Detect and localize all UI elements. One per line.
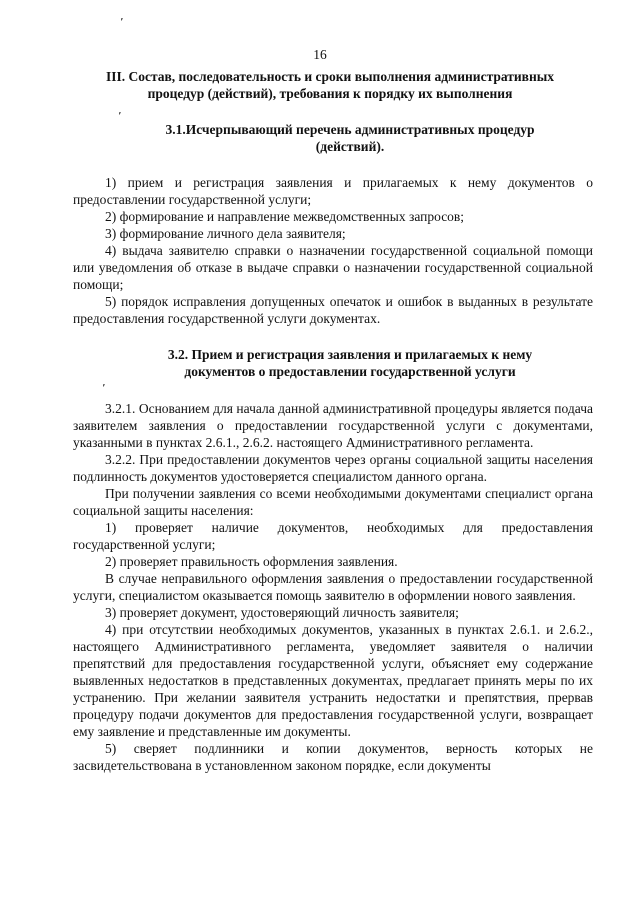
margin-mark: ʼ xyxy=(102,382,106,395)
subsection-3-1-title-line2: (действий). xyxy=(315,139,385,154)
paragraph: 5) сверяет подлинники и копии документов, верность которых не засвидетельствована в установленном законом порядке, если документы xyxy=(73,741,593,773)
paragraph: 3.2.2. При предоставлении документов через органы социальной защиты населения подлинность документов удостоверяется специалистом данного органа. xyxy=(73,452,593,484)
list-item: 1) прием и регистрация заявления и прилагаемых к нему документов о предоставлении государственной услуги; xyxy=(73,175,593,207)
subsection-3-2-body xyxy=(73,400,593,774)
paragraph: 1) проверяет наличие документов, необходимых для предоставления государственной услуги; xyxy=(73,520,593,552)
margin-mark: ʼ xyxy=(120,16,124,29)
subsection-3-2-title xyxy=(100,346,600,380)
margin-mark: ʼ xyxy=(118,110,122,123)
subsection-3-1-title-line1: 3.1.Исчерпывающий перечень административных процедур xyxy=(165,122,535,137)
subsection-3-2-title-line1: 3.2. Прием и регистрация заявления и прилагаемых к нему xyxy=(167,347,533,362)
paragraph: 2) проверяет правильность оформления заявления. xyxy=(105,554,398,569)
paragraph: При получении заявления со всеми необходимыми документами специалист органа социальной защиты населения: xyxy=(73,486,593,518)
section-3-title-line1: III. Состав, последовательность и сроки выполнения административных xyxy=(105,69,555,84)
procedures-list xyxy=(73,174,593,327)
paragraph: 4) при отсутствии необходимых документов, указанных в пунктах 2.6.1. и 2.6.2., настоящего Административного регламента, уведомляет заявителя о наличии препятствий для предоставления государственной услуги, объясняет ему содержание выявленных недостатков в представленных документах, предлагает принять меры по их устранению. При желании заявителя устранить недостатки и препятствия, прервав процедуру подачи документов для предоставления государственной услуги, возвращает ему заявление и представленные им документы. xyxy=(73,622,593,739)
list-item: 2) формирование и направление межведомственных запросов; xyxy=(105,209,465,224)
list-item: 5) порядок исправления допущенных опечаток и ошибок в выданных в результате предоставления государственной услуги документах. xyxy=(73,294,593,326)
section-3-title-line2: процедур (действий), требования к порядку их выполнения xyxy=(147,86,513,101)
subsection-3-2-title-line2: документов о предоставлении государственной услуги xyxy=(184,364,516,379)
paragraph: 3.2.1. Основанием для начала данной административной процедуры является подача заявителем заявления о предоставлении государственной услуги с документами, указанными в пунктах 2.6.1., 2.6.2. настоящего Административного регламента. xyxy=(73,401,593,450)
page-number: 16 xyxy=(313,47,327,62)
subsection-3-1-title xyxy=(110,121,590,155)
list-item: 3) формирование личного дела заявителя; xyxy=(105,226,346,241)
paragraph: 3) проверяет документ, удостоверяющий личность заявителя; xyxy=(105,605,459,620)
list-item: 4) выдача заявителю справки о назначении государственной социальной помощи или уведомления об отказе в выдаче справки о назначении государственной социальной помощи; xyxy=(73,243,593,292)
section-3-title xyxy=(60,68,600,102)
paragraph: В случае неправильного оформления заявления о предоставлении государственной услуги, специалистом оказывается помощь заявителю в оформлении нового заявления. xyxy=(73,571,593,603)
